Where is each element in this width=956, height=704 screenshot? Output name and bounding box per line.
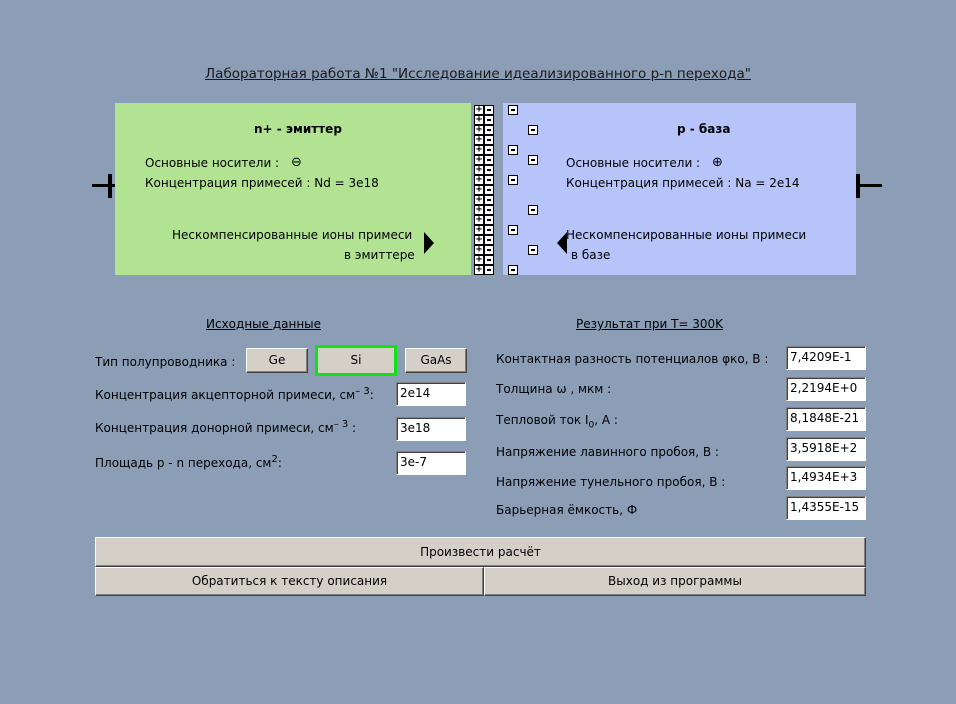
base-ions-line2: в базе bbox=[571, 248, 611, 262]
donor-ion-icon: + bbox=[475, 254, 483, 265]
junction-area-input[interactable]: 3e-7 bbox=[396, 451, 466, 475]
acceptor-ion-icon bbox=[484, 185, 494, 195]
base-lead-cap bbox=[856, 174, 860, 198]
donor-concentration-input[interactable]: 3e18 bbox=[396, 417, 466, 441]
acceptor-ion-icon bbox=[484, 225, 494, 235]
base-region bbox=[503, 103, 856, 275]
area-exponent: 2 bbox=[271, 454, 278, 465]
donor-colon: : bbox=[348, 421, 357, 435]
donor-ion-icon: + bbox=[475, 214, 483, 225]
arrow-right-icon bbox=[424, 232, 434, 254]
donor-ion-icon: + bbox=[475, 204, 483, 215]
exit-button[interactable]: Выход из программы bbox=[484, 567, 866, 596]
acceptor-ion-icon bbox=[528, 205, 538, 215]
acceptor-label bbox=[95, 386, 374, 402]
acceptor-colon: : bbox=[369, 388, 374, 402]
acceptor-ion-icon bbox=[484, 255, 494, 265]
calculate-button[interactable]: Произвести расчёт bbox=[95, 537, 866, 567]
donor-ion-icon: + bbox=[475, 174, 483, 185]
acceptor-ion-icon bbox=[528, 245, 538, 255]
donor-ion-icon: + bbox=[475, 234, 483, 245]
donor-ion-icon: + bbox=[475, 184, 483, 195]
emitter-carriers-label: Основные носители : bbox=[145, 156, 280, 170]
acceptor-ion-icon bbox=[508, 145, 518, 155]
semiconductor-type-label: Тип полупроводника : bbox=[95, 355, 236, 369]
donor-ion-icon: + bbox=[475, 134, 483, 145]
material-si-button[interactable]: Si bbox=[315, 345, 397, 376]
material-gaas-button[interactable]: GaAs bbox=[405, 348, 467, 373]
acceptor-ion-icon bbox=[528, 125, 538, 135]
acceptor-ion-icon bbox=[508, 105, 518, 115]
acceptor-ion-icon bbox=[484, 235, 494, 245]
result-label-contact-potential: Контактная разность потенциалов φко, В : bbox=[496, 352, 769, 366]
donor-exponent: – 3 bbox=[333, 419, 349, 430]
open-description-button[interactable]: Обратиться к тексту описания bbox=[95, 567, 484, 596]
donor-ion-icon: + bbox=[475, 264, 483, 275]
base-ions-line1: Нескомпенсированные ионы примеси bbox=[566, 228, 807, 242]
emitter-ions-line2: в эмиттере bbox=[344, 248, 415, 262]
acceptor-ion-icon bbox=[484, 165, 494, 175]
donor-ion-icon: + bbox=[475, 164, 483, 175]
acceptor-label-text: Концентрация акцепторной примеси, см bbox=[95, 388, 356, 402]
result-thermal-current-field[interactable]: 8,1848E-21 bbox=[786, 407, 866, 431]
acceptor-ion-icon bbox=[484, 115, 494, 125]
donor-ion-icon: + bbox=[475, 194, 483, 205]
emitter-title: n+ - эмиттер bbox=[254, 122, 342, 136]
acceptor-ion-icon bbox=[484, 215, 494, 225]
donor-label bbox=[95, 419, 356, 435]
base-title: p - база bbox=[677, 122, 731, 136]
result-thickness-field[interactable]: 2,2194E+0 bbox=[786, 377, 866, 401]
emitter-region bbox=[115, 103, 471, 275]
donor-ion-icon: + bbox=[475, 104, 483, 115]
result-avalanche-field[interactable]: 3,5918E+2 bbox=[786, 437, 866, 461]
acceptor-ion-icon bbox=[484, 135, 494, 145]
donor-ion-icon: + bbox=[475, 114, 483, 125]
result-capacitance-field[interactable]: 1,4355E-15 bbox=[786, 496, 866, 520]
result-label-avalanche: Напряжение лавинного пробоя, В : bbox=[496, 445, 719, 459]
result-tunnel-field[interactable]: 1,4934E+3 bbox=[786, 466, 866, 490]
emitter-concentration: Концентрация примесей : Nd = 3e18 bbox=[145, 176, 379, 190]
emitter-lead-cap bbox=[108, 174, 112, 198]
acceptor-ion-icon bbox=[484, 145, 494, 155]
emitter-ions-line1: Нескомпенсированные ионы примеси bbox=[172, 228, 413, 242]
results-section-title: Результат при T= 300K bbox=[576, 317, 724, 331]
donor-ion-icon: + bbox=[475, 244, 483, 255]
result-label-tunnel: Напряжение тунельного пробоя, В : bbox=[496, 475, 726, 489]
page-title: Лабораторная работа №1 "Исследование идеализированного p-n перехода" bbox=[205, 66, 751, 82]
material-ge-button[interactable]: Ge bbox=[246, 348, 308, 373]
acceptor-ion-icon bbox=[484, 195, 494, 205]
base-concentration: Концентрация примесей : Na = 2e14 bbox=[566, 176, 800, 190]
acceptor-ion-icon bbox=[484, 265, 494, 275]
acceptor-ion-icon bbox=[508, 175, 518, 185]
acceptor-ion-icon bbox=[484, 175, 494, 185]
donor-ion-icon: + bbox=[475, 144, 483, 155]
acceptor-ion-icon bbox=[484, 155, 494, 165]
donor-ion-icon: + bbox=[475, 124, 483, 135]
emitter-carrier-symbol-icon: ⊖ bbox=[291, 155, 302, 170]
input-section-title: Исходные данные bbox=[206, 317, 322, 331]
acceptor-ion-icon bbox=[528, 155, 538, 165]
result-contact-potential-field[interactable]: 7,4209E-1 bbox=[786, 346, 866, 370]
acceptor-ion-icon bbox=[484, 105, 494, 115]
result-label-capacitance: Барьерная ёмкость, Ф bbox=[496, 503, 638, 517]
donor-label-text: Концентрация донорной примеси, см bbox=[95, 421, 334, 435]
result-label-thermal-current: Тепловой ток $I_0$, А : bbox=[496, 413, 618, 431]
acceptor-ion-icon bbox=[484, 245, 494, 255]
result-label-thickness: Толщина ω , мкм : bbox=[496, 382, 612, 396]
acceptor-ion-icon bbox=[508, 265, 518, 275]
area-colon: : bbox=[277, 456, 282, 470]
donor-ion-icon: + bbox=[475, 224, 483, 235]
base-carrier-symbol-icon: ⊕ bbox=[712, 155, 723, 170]
acceptor-concentration-input[interactable]: 2e14 bbox=[396, 382, 466, 406]
acceptor-exponent: – 3 bbox=[355, 386, 370, 397]
depletion-region bbox=[471, 103, 503, 275]
area-label-text: Площадь p - n перехода, см bbox=[95, 456, 272, 470]
donor-ion-icon: + bbox=[475, 154, 483, 165]
acceptor-ion-icon bbox=[508, 225, 518, 235]
base-carriers-label: Основные носители : bbox=[566, 156, 701, 170]
acceptor-ion-icon bbox=[484, 125, 494, 135]
acceptor-ion-icon bbox=[484, 205, 494, 215]
area-label bbox=[95, 454, 282, 470]
